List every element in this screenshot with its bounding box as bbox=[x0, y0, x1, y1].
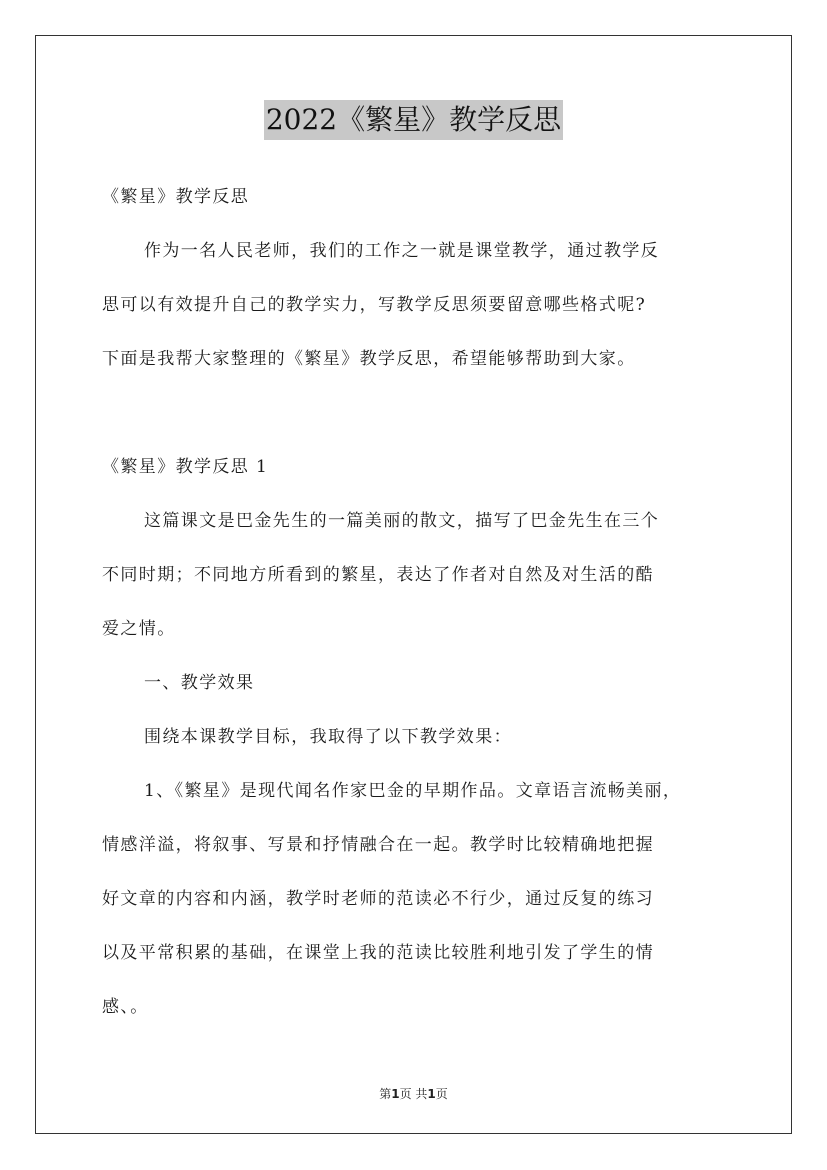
footer-mid: 页 共 bbox=[399, 1087, 428, 1101]
title-container bbox=[0, 100, 827, 140]
para2-line: 围绕本课教学目标，我取得了以下教学效果： bbox=[144, 727, 512, 747]
para1-line-3: 爱之情。 bbox=[102, 619, 176, 639]
main-heading: 《繁星》教学反思 bbox=[102, 187, 250, 207]
intro-line-1: 作为一名人民老师，我们的工作之一就是课堂教学，通过教学反 bbox=[144, 241, 660, 261]
para3-line-2: 情感洋溢，将叙事、写景和抒情融合在一起。教学时比较精确地把握 bbox=[102, 835, 654, 855]
para3-line-1: 1、《繁星》是现代闻名作家巴金的早期作品。文章语言流畅美丽， bbox=[144, 781, 682, 801]
footer-suffix: 页 bbox=[435, 1087, 448, 1101]
document-title: 2022《繁星》教学反思 bbox=[264, 100, 563, 140]
blank-line bbox=[102, 386, 730, 440]
para3-line-3: 好文章的内容和内涵，教学时老师的范读必不行少，通过反复的练习 bbox=[102, 889, 654, 909]
document-body bbox=[102, 170, 730, 1034]
intro-line-2: 思可以有效提升自己的教学实力，写教学反思须要留意哪些格式呢? bbox=[102, 295, 647, 315]
para1-line-2: 不同时期；不同地方所看到的繁星，表达了作者对自然及对生活的酷 bbox=[102, 565, 654, 585]
intro-line-3: 下面是我帮大家整理的《繁星》教学反思，希望能够帮助到大家。 bbox=[102, 349, 636, 369]
section-heading: 《繁星》教学反思 1 bbox=[102, 457, 269, 477]
para1-line-1: 这篇课文是巴金先生的一篇美丽的散文，描写了巴金先生在三个 bbox=[144, 511, 660, 531]
subheading: 一、教学效果 bbox=[144, 673, 255, 693]
para3-line-5: 感、。 bbox=[102, 997, 149, 1017]
footer-page-number: 1 bbox=[391, 1087, 400, 1101]
page-footer bbox=[0, 1085, 827, 1102]
footer-total-pages: 1 bbox=[427, 1087, 436, 1101]
footer-prefix: 第 bbox=[379, 1087, 392, 1101]
para3-line-4: 以及平常积累的基础，在课堂上我的范读比较胜利地引发了学生的情 bbox=[102, 943, 654, 963]
